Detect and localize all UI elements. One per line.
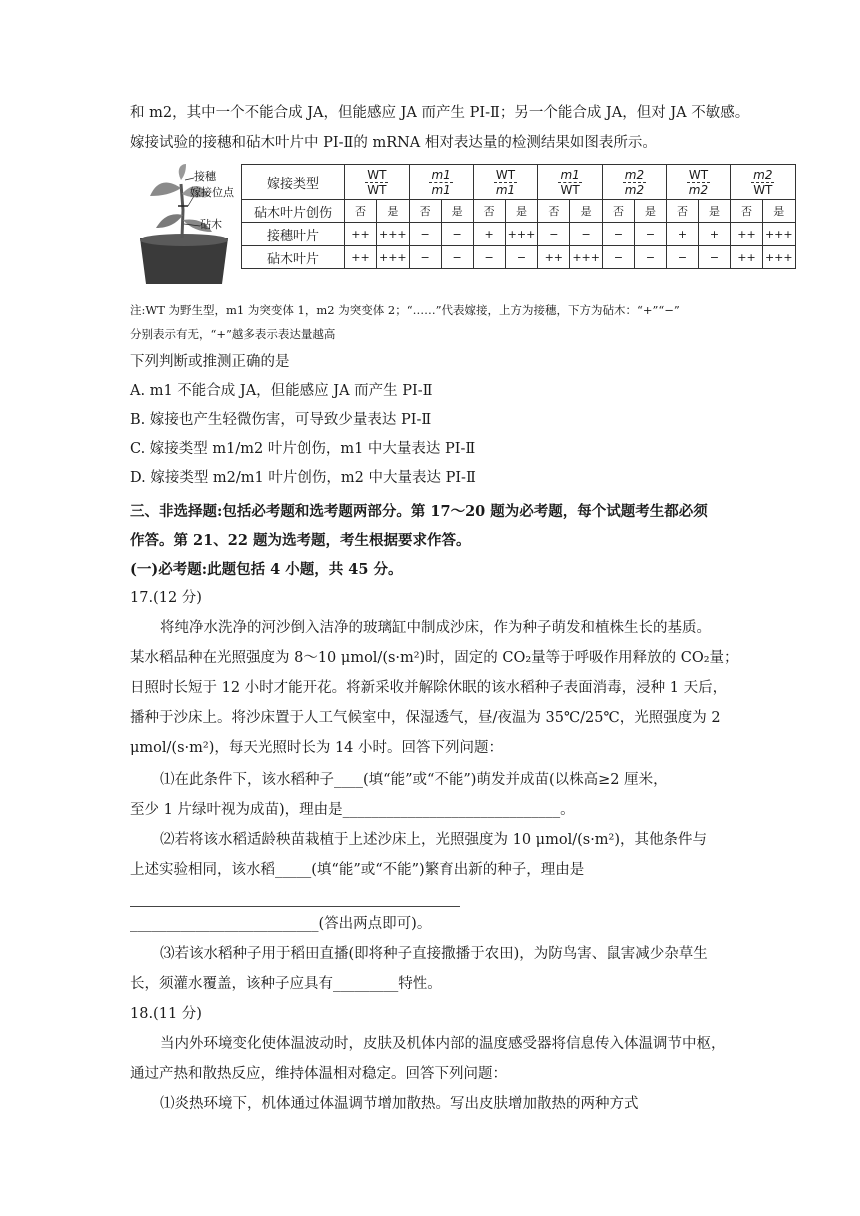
table-cell: +	[473, 223, 505, 246]
table-cell: 是	[698, 200, 730, 223]
table-cell: −	[409, 246, 441, 269]
section-subheading: (一)必考题:此题包括 4 小题，共 45 分。	[130, 561, 403, 578]
graft-type-3: $\frac{WT}{m1}$	[473, 165, 538, 200]
table-cell: −	[634, 223, 666, 246]
row-label: 砧木叶片	[242, 246, 345, 269]
label-scion: 接穗	[194, 170, 216, 183]
table-cell: −	[505, 246, 538, 269]
table-cell: 是	[634, 200, 666, 223]
row-label: 砧木叶片创伤	[242, 200, 345, 223]
section-heading-line-2: 作答。第 21、22 题为选考题，考生根据要求作答。	[130, 532, 471, 549]
q17-paragraph: 日照时长短于 12 小时才能开花。将新采收并解除休眠的该水稻种子表面消毒，浸种 1 天后，	[130, 680, 728, 696]
section-heading-line-1: 三、非选择题:包括必考题和选考题两部分。第 17～20 题为必考题，每个试题考生都必须	[130, 503, 708, 520]
q18-paragraph: 当内外环境变化使体温波动时，皮肤及机体内部的温度感受器将信息传入体温调节中枢，	[160, 1036, 726, 1052]
option-b: B. 嫁接也产生轻微伤害，可导致少量表达 PI-Ⅱ	[130, 412, 432, 428]
table-note-line-1: 注:WT 为野生型，m1 为突变体 1，m2 为突变体 2；“……”代表嫁接，上方为接穗，下方为砧木：“+”“−”	[130, 303, 680, 317]
table-cell: +++	[377, 223, 410, 246]
table-cell: 否	[666, 200, 698, 223]
table-cell: ++	[730, 246, 762, 269]
table-cell: ++	[345, 223, 377, 246]
table-row	[242, 200, 796, 223]
table-row	[242, 223, 796, 246]
option-a: A. m1 不能合成 JA，但能感应 JA 而产生 PI-Ⅱ	[130, 383, 433, 399]
graft-type-4: $\frac{m1}{WT}$	[538, 165, 603, 200]
q17-sub3: ⑶若该水稻种子用于稻田直播(即将种子直接撒播于农田)，为防鸟害、鼠害减少杂草生	[160, 946, 708, 962]
q17-paragraph: 某水稻品种在光照强度为 8～10 μmol/(s·m²)时，固定的 CO₂量等于呼吸作用释放的 CO₂量；	[130, 650, 739, 666]
label-graft-site: 嫁接位点	[190, 186, 234, 199]
q17-sub2: ⑵若将该水稻适龄秧苗栽植于上述沙床上，光照强度为 10 μmol/(s·m²)，其他条件与	[160, 832, 708, 848]
label-rootstock: 砧木	[200, 218, 222, 231]
q17-sub3: 长，须灌水覆盖，该种子应具有_________特性。	[130, 976, 442, 992]
grafting-results-table	[241, 164, 796, 269]
intro-line-1: 和 m2，其中一个不能合成 JA，但能感应 JA 而产生 PI-Ⅱ；另一个能合成 JA，但对 JA 不敏感。	[130, 105, 750, 121]
q17-paragraph: μmol/(s·m²)，每天光照时长为 14 小时。回答下列问题：	[130, 740, 504, 756]
q18-paragraph: 通过产热和散热反应，维持体温相对稳定。回答下列问题：	[130, 1066, 507, 1082]
table-cell: −	[634, 246, 666, 269]
option-d: D. 嫁接类型 m2/m1 叶片创伤，m2 中大量表达 PI-Ⅱ	[130, 470, 476, 486]
table-cell: +++	[762, 246, 795, 269]
q17-paragraph: 将纯净水洗净的河沙倒入洁净的玻璃缸中制成沙床，作为种子萌发和植株生长的基质。	[160, 620, 711, 636]
table-cell: −	[409, 223, 441, 246]
table-cell: +	[666, 223, 698, 246]
q17-sub1: 至少 1 片绿叶视为成苗)，理由是______________________________。	[130, 802, 575, 818]
intro-line-2: 嫁接试验的接穗和砧木叶片中 PI-Ⅱ的 mRNA 相对表达量的检测结果如图表所示。	[130, 135, 657, 151]
row-label: 接穗叶片	[242, 223, 345, 246]
table-cell: −	[602, 246, 634, 269]
table-cell: +++	[762, 223, 795, 246]
table-cell: ++	[730, 223, 762, 246]
table-cell: 否	[730, 200, 762, 223]
graft-type-6: $\frac{WT}{m2}$	[666, 165, 730, 200]
table-cell: 是	[762, 200, 795, 223]
table-cell: ++	[345, 246, 377, 269]
q17-sub1: ⑴在此条件下，该水稻种子____(填“能”或“不能”)萌发并成苗(以株高≥2 厘米，	[160, 772, 668, 788]
table-cell: +++	[570, 246, 603, 269]
graft-type-5: $\frac{m2}{m2}$	[602, 165, 666, 200]
table-cell: 否	[473, 200, 505, 223]
table-cell: 否	[538, 200, 570, 223]
grafted-plant-figure	[128, 160, 240, 288]
graft-type-1: $\frac{WT}{WT}$	[345, 165, 410, 200]
answer-blank-line	[130, 906, 460, 907]
table-header-row	[242, 165, 796, 200]
table-note-line-2: 分别表示有无，“+”越多表示表达量越高	[130, 327, 336, 341]
table-cell: −	[698, 246, 730, 269]
table-cell: 是	[377, 200, 410, 223]
q17-number: 17.(12 分)	[130, 590, 202, 606]
q18-number: 18.(11 分)	[130, 1006, 202, 1022]
table-cell: −	[666, 246, 698, 269]
table-cell: +++	[505, 223, 538, 246]
graft-type-7: $\frac{m2}{WT}$	[730, 165, 795, 200]
table-cell: 是	[570, 200, 603, 223]
table-cell: −	[538, 223, 570, 246]
q17-sub2: __________________________(答出两点即可)。	[130, 916, 432, 932]
table-cell: +	[698, 223, 730, 246]
table-cell: ++	[538, 246, 570, 269]
table-cell: +++	[377, 246, 410, 269]
table-cell: 是	[505, 200, 538, 223]
table-cell: −	[441, 223, 473, 246]
q18-sub1: ⑴炎热环境下，机体通过体温调节增加散热。写出皮肤增加散热的两种方式	[160, 1096, 639, 1112]
graft-type-2: $\frac{m1}{m1}$	[409, 165, 473, 200]
question-stem: 下列判断或推测正确的是	[130, 354, 290, 370]
table-cell: −	[602, 223, 634, 246]
table-cell: −	[441, 246, 473, 269]
table-cell: −	[570, 223, 603, 246]
table-row	[242, 246, 796, 269]
table-cell: 否	[345, 200, 377, 223]
table-cell: 否	[409, 200, 441, 223]
q17-paragraph: 播种于沙床上。将沙床置于人工气候室中，保湿透气，昼/夜温为 35℃/25℃，光照强度为 2	[130, 710, 721, 726]
table-cell: 否	[602, 200, 634, 223]
header-label: 嫁接类型	[242, 165, 345, 200]
option-c: C. 嫁接类型 m1/m2 叶片创伤，m1 中大量表达 PI-Ⅱ	[130, 441, 476, 457]
q17-sub2: 上述实验相同，该水稻_____(填“能”或“不能”)繁育出新的种子，理由是	[130, 862, 585, 878]
table-cell: −	[473, 246, 505, 269]
table-cell: 是	[441, 200, 473, 223]
